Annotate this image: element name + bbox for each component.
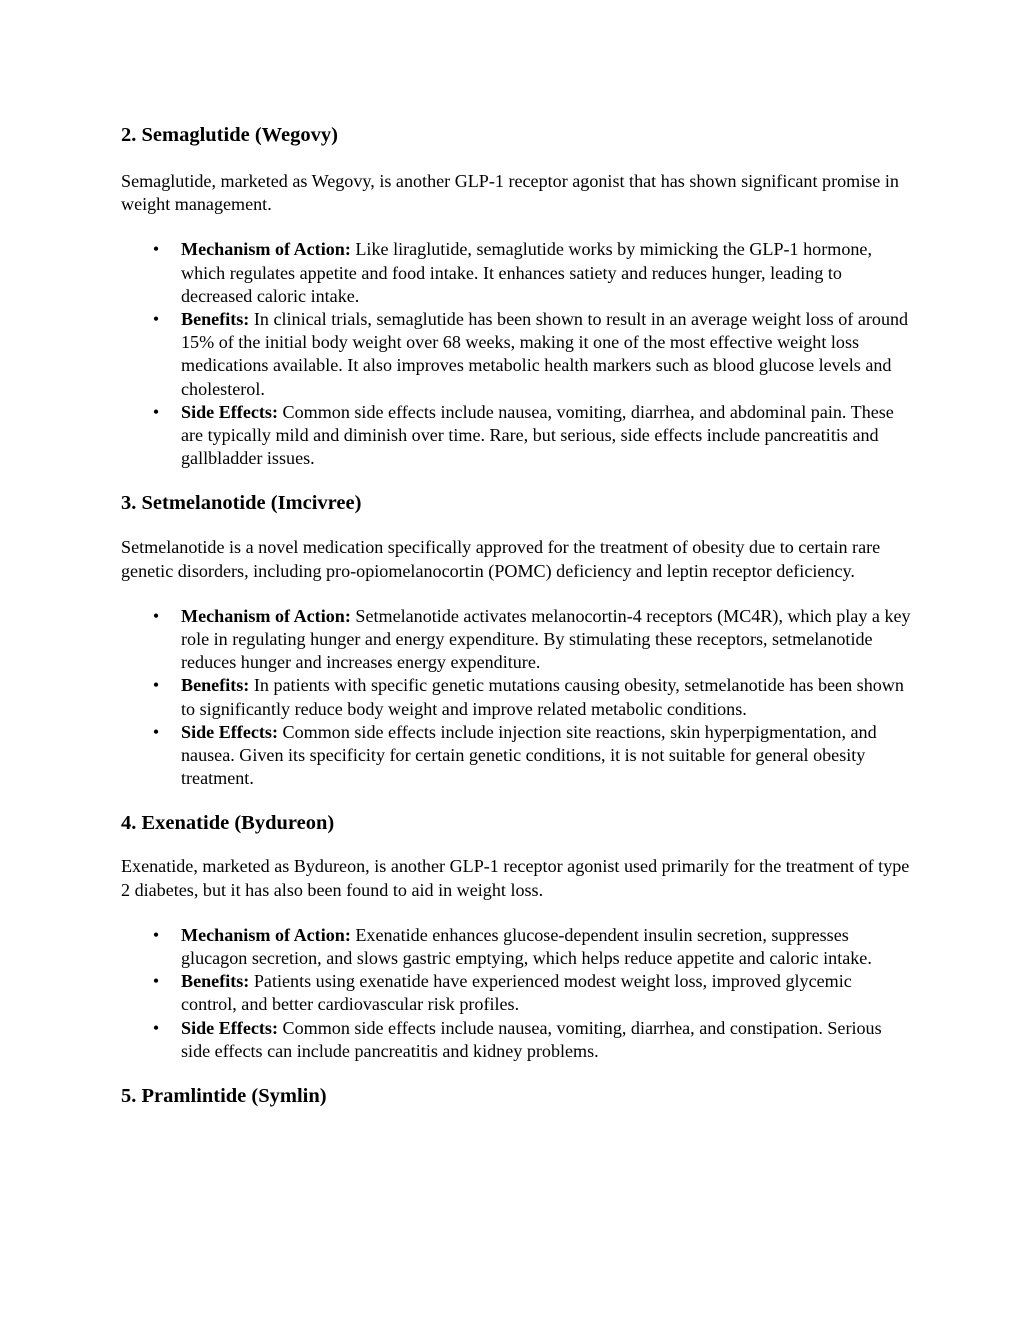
bullet-label: Benefits: xyxy=(181,971,250,992)
bullet-text: Patients using exenatide have experienced modest weight loss, improved glycemic control, and better cardiovascular risk profiles. xyxy=(181,971,852,1015)
section-heading-exenatide: 4. Exenatide (Bydureon) xyxy=(121,812,335,835)
bullet-label: Mechanism of Action: xyxy=(181,924,351,945)
bullet-icon: • xyxy=(152,1017,160,1038)
bullet-list-setmelanotide xyxy=(121,605,911,791)
bullet-text: In clinical trials, semaglutide has been shown to result in an average weight loss of around 15% of the initial body weight over 68 weeks, making it one of the most effective weight loss medications available. It also improves metabolic health markers such as blood glucose levels and cholesterol. xyxy=(181,309,909,399)
list-item xyxy=(121,721,911,791)
list-item xyxy=(121,970,911,1016)
bullet-label: Benefits: xyxy=(181,675,250,696)
list-item xyxy=(121,238,911,308)
bullet-text: Setmelanotide activates melanocortin-4 receptors (MC4R), which play a key role in regulating hunger and energy expenditure. By stimulating these receptors, setmelanotide reduces hunger and increases energy expenditure. xyxy=(181,605,911,673)
bullet-text: In patients with specific genetic mutations causing obesity, setmelanotide has been shown to significantly reduce body weight and improve related metabolic conditions. xyxy=(181,675,904,719)
bullet-text: Like liraglutide, semaglutide works by mimicking the GLP-1 hormone, which regulates appetite and food intake. It enhances satiety and reduces hunger, leading to decreased caloric intake. xyxy=(181,239,872,306)
bullet-icon: • xyxy=(152,971,160,992)
bullet-icon: • xyxy=(152,309,160,330)
bullet-icon: • xyxy=(152,924,160,945)
list-item xyxy=(121,1017,911,1063)
bullet-icon: • xyxy=(152,721,160,742)
document-content xyxy=(121,122,911,1109)
bullet-label: Side Effects: xyxy=(181,721,278,742)
bullet-text: Common side effects include injection site reactions, skin hyperpigmentation, and nausea. Given its specificity for certain genetic conditions, it is not suitable for general obesity treatment. xyxy=(181,721,877,789)
section-intro-exenatide: Exenatide, marketed as Bydureon, is another GLP-1 receptor agonist used primarily for the treatment of type 2 diabetes, but it has also been found to aid in weight loss. xyxy=(121,856,910,900)
bullet-icon: • xyxy=(152,239,160,260)
list-item xyxy=(121,674,911,720)
bullet-text: Exenatide enhances glucose-dependent insulin secretion, suppresses glucagon secretion, and slows gastric emptying, which helps reduce appetite and caloric intake. xyxy=(181,924,872,969)
section-heading-semaglutide: 2. Semaglutide (Wegovy) xyxy=(121,124,338,146)
list-item xyxy=(121,401,911,471)
bullet-text: Common side effects include nausea, vomiting, diarrhea, and constipation. Serious side effects can include pancreatitis and kidney problems. xyxy=(181,1017,882,1061)
bullet-label: Side Effects: xyxy=(181,401,278,422)
section-heading-setmelanotide: 3. Setmelanotide (Imcivree) xyxy=(121,492,362,515)
section-intro-semaglutide: Semaglutide, marketed as Wegovy, is another GLP-1 receptor agonist that has shown significant promise in weight management. xyxy=(121,171,899,215)
list-item xyxy=(121,924,911,970)
section-intro-setmelanotide: Setmelanotide is a novel medication specifically approved for the treatment of obesity due to certain rare genetic disorders, including pro-opiomelanocortin (POMC) deficiency and leptin receptor deficiency. xyxy=(121,537,881,581)
section-heading-pramlintide: 5. Pramlintide (Symlin) xyxy=(121,1085,327,1108)
bullet-icon: • xyxy=(152,675,160,696)
list-item xyxy=(121,605,911,675)
bullet-label: Side Effects: xyxy=(181,1017,278,1038)
bullet-list-semaglutide xyxy=(121,238,911,470)
bullet-icon: • xyxy=(152,401,160,422)
bullet-label: Benefits: xyxy=(181,309,250,330)
bullet-list-exenatide xyxy=(121,924,911,1063)
bullet-label: Mechanism of Action: xyxy=(181,605,351,626)
bullet-icon: • xyxy=(152,605,160,626)
list-item xyxy=(121,308,911,401)
bullet-label: Mechanism of Action: xyxy=(181,239,351,260)
bullet-text: Common side effects include nausea, vomiting, diarrhea, and abdominal pain. These are typically mild and diminish over time. Rare, but serious, side effects include pancreatitis and gallbladder issues. xyxy=(181,401,894,469)
